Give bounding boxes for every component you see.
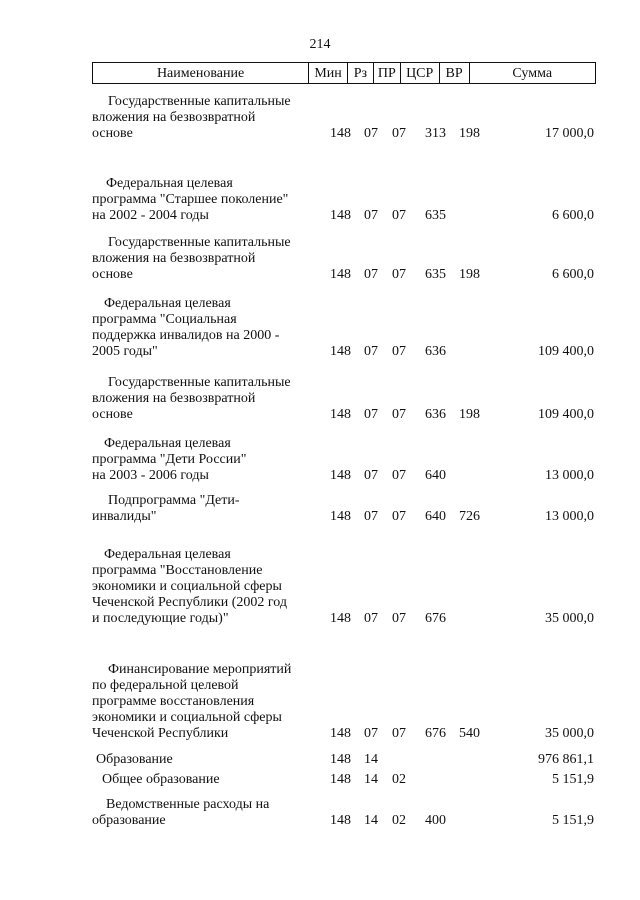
- table-row: [0, 797, 640, 829]
- column-header-rz: Рз: [347, 63, 373, 83]
- row-pr: 02: [392, 772, 406, 787]
- row-sum: 17 000,0: [545, 126, 594, 141]
- row-rz: 07: [364, 126, 378, 141]
- row-name: Образование: [96, 752, 173, 767]
- row-min: 148: [330, 772, 351, 787]
- row-sum: 35 000,0: [545, 726, 594, 741]
- table-row: [0, 375, 640, 423]
- row-name: Государственные капитальные вложения на безвозвратной основе: [92, 94, 291, 141]
- row-min: 148: [330, 126, 351, 141]
- row-name: Ведомственные расходы на образование: [92, 797, 270, 828]
- table-row: [0, 296, 640, 360]
- row-csr: 676: [425, 726, 446, 741]
- row-name: Федеральная целевая программа "Дети России" на 2003 - 2006 годы: [92, 436, 247, 483]
- row-csr: 640: [425, 509, 446, 524]
- row-vr: 198: [459, 267, 480, 282]
- row-min: 148: [330, 208, 351, 223]
- column-header-vr: ВР: [439, 63, 469, 83]
- row-name: Государственные капитальные вложения на безвозвратной основе: [92, 375, 291, 422]
- row-pr: 07: [392, 344, 406, 359]
- row-csr: 676: [425, 611, 446, 626]
- row-sum: 13 000,0: [545, 468, 594, 483]
- column-header-name: Наименование: [156, 66, 245, 81]
- table-row: [0, 662, 640, 742]
- row-min: 148: [330, 726, 351, 741]
- row-min: 148: [330, 468, 351, 483]
- row-rz: 07: [364, 267, 378, 282]
- row-rz: 07: [364, 726, 378, 741]
- row-pr: 07: [392, 611, 406, 626]
- row-vr: 198: [459, 407, 480, 422]
- table-row: [0, 94, 640, 142]
- column-header-sum: Сумма: [469, 63, 596, 83]
- row-min: 148: [330, 344, 351, 359]
- row-name: Государственные капитальные вложения на безвозвратной основе: [92, 235, 291, 282]
- row-sum: 6 600,0: [552, 208, 594, 223]
- row-vr: 198: [459, 126, 480, 141]
- row-rz: 14: [364, 772, 378, 787]
- row-rz: 07: [364, 509, 378, 524]
- row-csr: 635: [425, 208, 446, 223]
- row-csr: 635: [425, 267, 446, 282]
- row-pr: 07: [392, 726, 406, 741]
- row-pr: 07: [392, 208, 406, 223]
- row-rz: 07: [364, 208, 378, 223]
- table-row: [0, 493, 640, 525]
- row-vr: 726: [459, 509, 480, 524]
- table-row: [0, 752, 640, 768]
- table-row: [0, 235, 640, 283]
- row-rz: 07: [364, 611, 378, 626]
- row-sum: 5 151,9: [552, 772, 594, 787]
- row-sum: 13 000,0: [545, 509, 594, 524]
- row-pr: 07: [392, 267, 406, 282]
- row-pr: 07: [392, 468, 406, 483]
- row-csr: 313: [425, 126, 446, 141]
- row-sum: 109 400,0: [538, 344, 594, 359]
- row-name: Федеральная целевая программа "Старшее поколение" на 2002 - 2004 годы: [92, 176, 289, 223]
- row-name: Федеральная целевая программа "Социальная поддержка инвалидов на 2000 - 2005 годы": [92, 296, 280, 359]
- row-sum: 109 400,0: [538, 407, 594, 422]
- row-name: Федеральная целевая программа "Восстановление экономики и социальной сферы Чеченской Республики (2002 год и последующие годы)": [92, 547, 288, 626]
- table-row: [0, 176, 640, 224]
- row-rz: 14: [364, 813, 378, 828]
- row-sum: 35 000,0: [545, 611, 594, 626]
- row-rz: 14: [364, 752, 378, 767]
- column-header-csr: ЦСР: [400, 63, 439, 83]
- table-row: [0, 436, 640, 484]
- row-pr: 07: [392, 509, 406, 524]
- row-vr: 540: [459, 726, 480, 741]
- row-csr: 636: [425, 407, 446, 422]
- row-sum: 5 151,9: [552, 813, 594, 828]
- row-name: Финансирование мероприятий по федеральной целевой программе восстановления экономики и социальной сферы Чеченской Республики: [92, 662, 292, 741]
- row-min: 148: [330, 611, 351, 626]
- row-pr: 02: [392, 813, 406, 828]
- row-sum: 6 600,0: [552, 267, 594, 282]
- row-name: Общее образование: [102, 772, 220, 787]
- table-row: [0, 772, 640, 788]
- row-sum: 976 861,1: [538, 752, 594, 767]
- row-rz: 07: [364, 468, 378, 483]
- column-header-min: Мин: [308, 63, 347, 83]
- row-min: 148: [330, 407, 351, 422]
- page-number: 214: [309, 37, 331, 52]
- table-row: [0, 547, 640, 627]
- row-name: Подпрограмма "Дети- инвалиды": [92, 493, 240, 524]
- row-rz: 07: [364, 344, 378, 359]
- row-min: 148: [330, 509, 351, 524]
- row-pr: 07: [392, 407, 406, 422]
- row-min: 148: [330, 267, 351, 282]
- row-csr: 400: [425, 813, 446, 828]
- row-rz: 07: [364, 407, 378, 422]
- row-csr: 636: [425, 344, 446, 359]
- column-header-pr: ПР: [373, 63, 400, 83]
- row-min: 148: [330, 813, 351, 828]
- row-csr: 640: [425, 468, 446, 483]
- row-pr: 07: [392, 126, 406, 141]
- table-header: [92, 62, 596, 84]
- row-min: 148: [330, 752, 351, 767]
